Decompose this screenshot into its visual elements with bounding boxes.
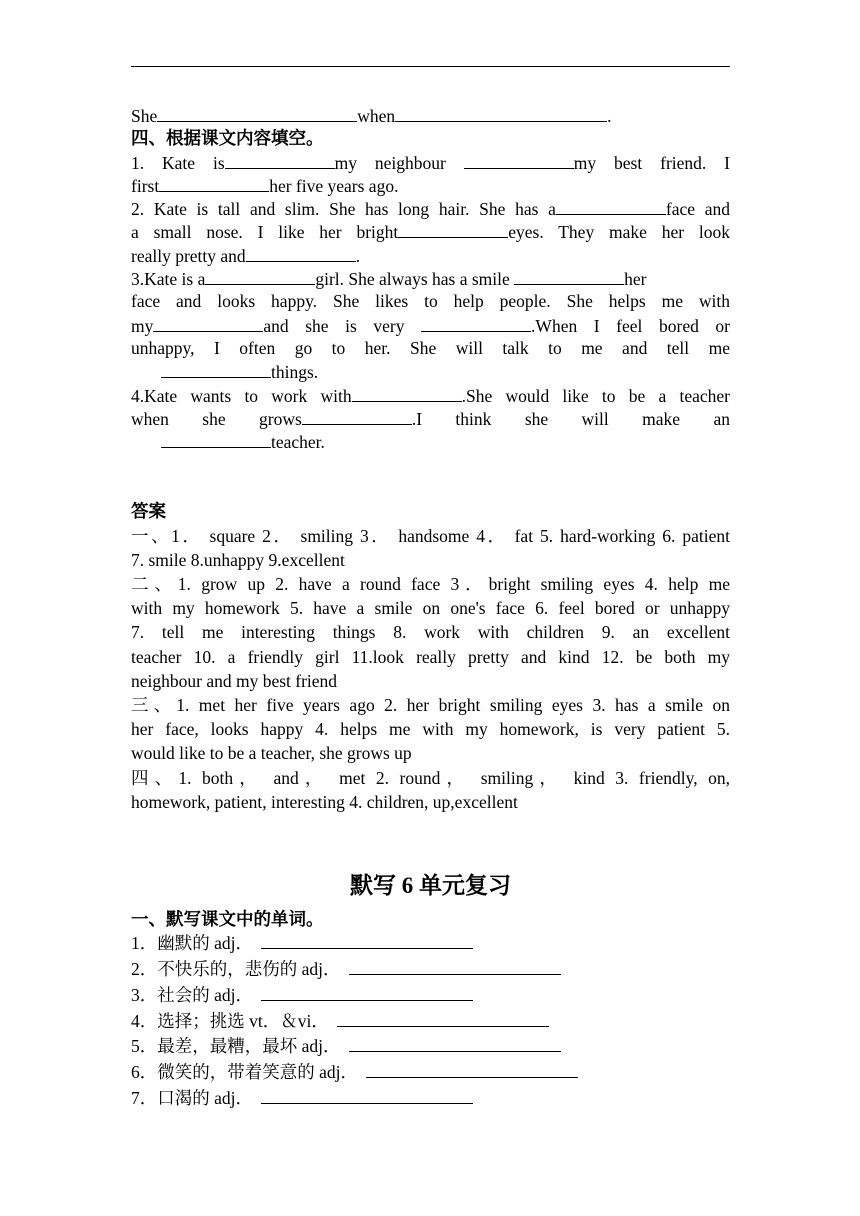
answer-line: 二、1. grow up 2. have a round face 3．bright smiling eyes 4. help me [131, 574, 730, 595]
answer-blank[interactable] [261, 932, 473, 949]
vocab-item: 5．最差，最糟，最坏 adj． [131, 1034, 730, 1060]
unit-title: 默写 6 单元复习 [350, 872, 511, 898]
answer-line: 一、1． square 2． smiling 3． handsome 4． fat 5. hard-working 6. patient [131, 525, 730, 546]
s4-line-2: first her five years ago. [131, 175, 399, 196]
answer-blank[interactable] [261, 984, 473, 1001]
vocab-item: 2．不快乐的，悲伤的 adj． [131, 957, 730, 983]
s4-line-3: 2. Kate is tall and slim. She has long hair. She has a face and [131, 199, 730, 220]
s4-line-11: 4.Kate wants to work with .She would like to be a teacher [131, 385, 730, 406]
answer-line: 7. smile 8.unhappy 9.excellent [131, 549, 345, 570]
answer-line: her face, looks happy 4. helps me with my homework, is very patient 5. [131, 719, 730, 740]
answer-blank[interactable] [366, 1061, 578, 1078]
blank[interactable] [225, 151, 335, 169]
answer-line: homework, patient, interesting 4. children, up,excellent [131, 791, 518, 812]
s4-line-7: face and looks happy. She likes to help people. She helps me with [131, 291, 730, 312]
spacer [131, 814, 730, 860]
dictation-section-heading: 一、默写课文中的单词。 [131, 908, 324, 929]
spacer [131, 453, 730, 499]
vocab-item: 1．幽默的 adj． [131, 931, 730, 957]
blank[interactable] [464, 151, 574, 169]
s4-line-8: my and she is very .When I feel bored or [131, 315, 730, 336]
s4-line-13: teacher. [131, 430, 730, 453]
vocab-item: 6．微笑的，带着笑意的 adj． [131, 1060, 730, 1086]
blank[interactable] [352, 384, 462, 402]
s4-line-4: a small nose. I like her bright eyes. They make her look [131, 222, 730, 243]
s4-line-10: things. [131, 360, 730, 383]
answer-blank[interactable] [349, 958, 561, 975]
vocab-item: 3．社会的 adj． [131, 983, 730, 1009]
blank[interactable] [395, 104, 607, 122]
answers-heading: 答案 [131, 501, 166, 522]
answer-line: 7. tell me interesting things 8. work with children 9. an excellent [131, 622, 730, 643]
text: when [357, 106, 396, 126]
blank[interactable] [205, 267, 315, 285]
answer-line: with my homework 5. have a smile on one's face 6. feel bored or unhappy [131, 598, 730, 619]
vocab-item: 4．选择；挑选 vt．＆vi． [131, 1009, 730, 1035]
s4-line-1: 1. Kate is my neighbour my best friend. I [131, 152, 730, 173]
blank[interactable] [161, 430, 271, 448]
header-rule [131, 66, 730, 67]
blank[interactable] [514, 267, 624, 285]
answer-line: would like to be a teacher, she grows up [131, 743, 412, 764]
blank[interactable] [246, 244, 356, 262]
text: She [131, 106, 158, 126]
answer-blank[interactable] [349, 1035, 561, 1052]
answer-line: 四、1. both， and， met 2. round， smiling， kind 3. friendly, on, [131, 767, 730, 788]
answers-block [131, 499, 730, 813]
s4-line-9: unhappy, I often go to her. She will talk to me and tell me [131, 337, 730, 358]
vocab-item: 7．口渴的 adj． [131, 1086, 730, 1112]
blank[interactable] [153, 314, 263, 332]
section4-heading: 四、根据课文内容填空。 [131, 128, 324, 149]
answer-line: neighbour and my best friend [131, 670, 338, 691]
answer-line: teacher 10. a friendly girl 11.look really pretty and kind 12. be both my [131, 646, 730, 667]
top-fill-line [131, 104, 730, 127]
s4-line-5: really pretty and . [131, 245, 361, 266]
answer-blank[interactable] [337, 1010, 549, 1027]
blank[interactable] [161, 360, 271, 378]
blank[interactable] [398, 220, 508, 238]
blank[interactable] [421, 314, 531, 332]
answer-line: 三、1. met her five years ago 2. her bright smiling eyes 3. has a smile on [131, 694, 730, 715]
s4-line-12: when she grows .I think she will make an [131, 408, 730, 429]
answer-blank[interactable] [261, 1087, 473, 1104]
blank[interactable] [302, 407, 412, 425]
blank[interactable] [556, 197, 666, 215]
vocab-list [131, 931, 730, 1112]
blank[interactable] [159, 174, 269, 192]
text: . [607, 106, 612, 126]
document-body [131, 104, 730, 1112]
s4-line-6: 3.Kate is a girl. She always has a smile her [131, 269, 647, 290]
blank[interactable] [157, 104, 357, 122]
